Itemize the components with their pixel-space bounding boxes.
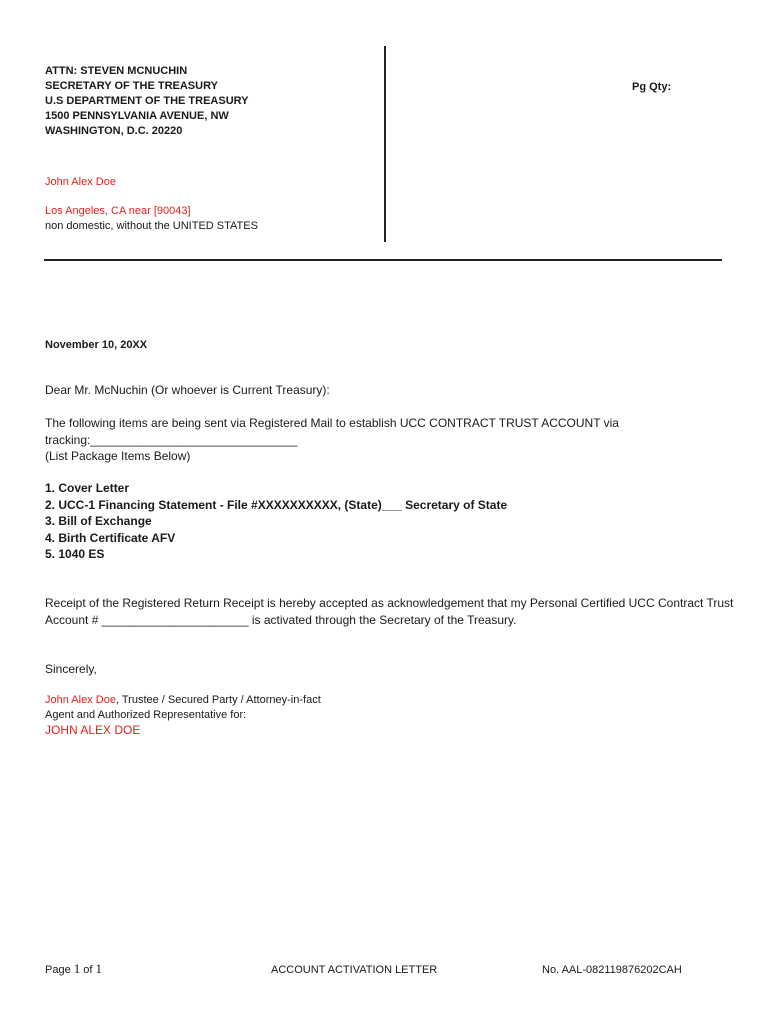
list-item: 1. Cover Letter [45, 481, 130, 495]
salutation: Dear Mr. McNuchin (Or whoever is Current Treasury): [45, 383, 330, 397]
document-title: ACCOUNT ACTIVATION LETTER [271, 964, 438, 976]
intro-line: The following items are being sent via Registered Mail to establish UCC CONTRACT TRUST ACCOUNT via [45, 416, 619, 430]
address-line: WASHINGTON, D.C. 20220 [45, 125, 183, 137]
header-vertical-divider [384, 46, 386, 242]
sender-location-block [45, 204, 258, 234]
closing: Sincerely, [45, 662, 97, 676]
recipient-address-block [45, 64, 249, 139]
receipt-paragraph [45, 595, 733, 628]
sender-status: non domestic, without the UNITED STATES [45, 220, 258, 232]
address-line: U.S DEPARTMENT OF THE TREASURY [45, 95, 249, 107]
sender-location: Los Angeles, CA near [90043] [45, 205, 191, 217]
signer-title: , Trustee / Secured Party / Attorney-in-fact [115, 694, 321, 706]
address-line: ATTN: STEVEN MCNUCHIN [45, 65, 188, 77]
signature-block [45, 693, 321, 738]
page-current: 1 [73, 961, 81, 976]
represented-entity: JOHN ALEX DOE [45, 723, 141, 737]
agent-line: Agent and Authorized Representative for: [45, 709, 247, 721]
receipt-line: Receipt of the Registered Return Receipt is hereby accepted as acknowledgement that my Personal Certified UCC Contract Trust [45, 596, 734, 610]
receipt-line: Account # ______________________ is activated through the Secretary of the Treasury. [45, 612, 517, 627]
intro-line: tracking:_______________________________ [45, 432, 298, 447]
page-word: Page [45, 964, 74, 976]
signer-name: John Alex Doe [45, 694, 116, 706]
intro-paragraph [45, 415, 619, 465]
package-items-list [45, 480, 507, 563]
list-item: 5. 1040 ES [45, 547, 105, 561]
header-horizontal-divider [44, 259, 722, 261]
address-line: SECRETARY OF THE TREASURY [45, 80, 218, 92]
page-number [45, 962, 102, 977]
page-of: of [80, 964, 96, 976]
list-item: 2. UCC-1 Financing Statement - File #XXXXXXXXXX, (State)___ Secretary of State [45, 497, 508, 512]
document-number: No. AAL-082119876202CAH [542, 964, 682, 976]
page-quantity-label: Pg Qty: [632, 81, 672, 93]
signature-line [45, 693, 321, 708]
list-item: 4. Birth Certificate AFV [45, 530, 176, 545]
page-total: 1 [95, 961, 103, 976]
letter-date: November 10, 20XX [45, 339, 148, 351]
sender-name: John Alex Doe [45, 176, 116, 188]
list-item: 3. Bill of Exchange [45, 514, 152, 528]
address-line: 1500 PENNSYLVANIA AVENUE, NW [45, 110, 229, 122]
intro-line: (List Package Items Below) [45, 449, 191, 463]
